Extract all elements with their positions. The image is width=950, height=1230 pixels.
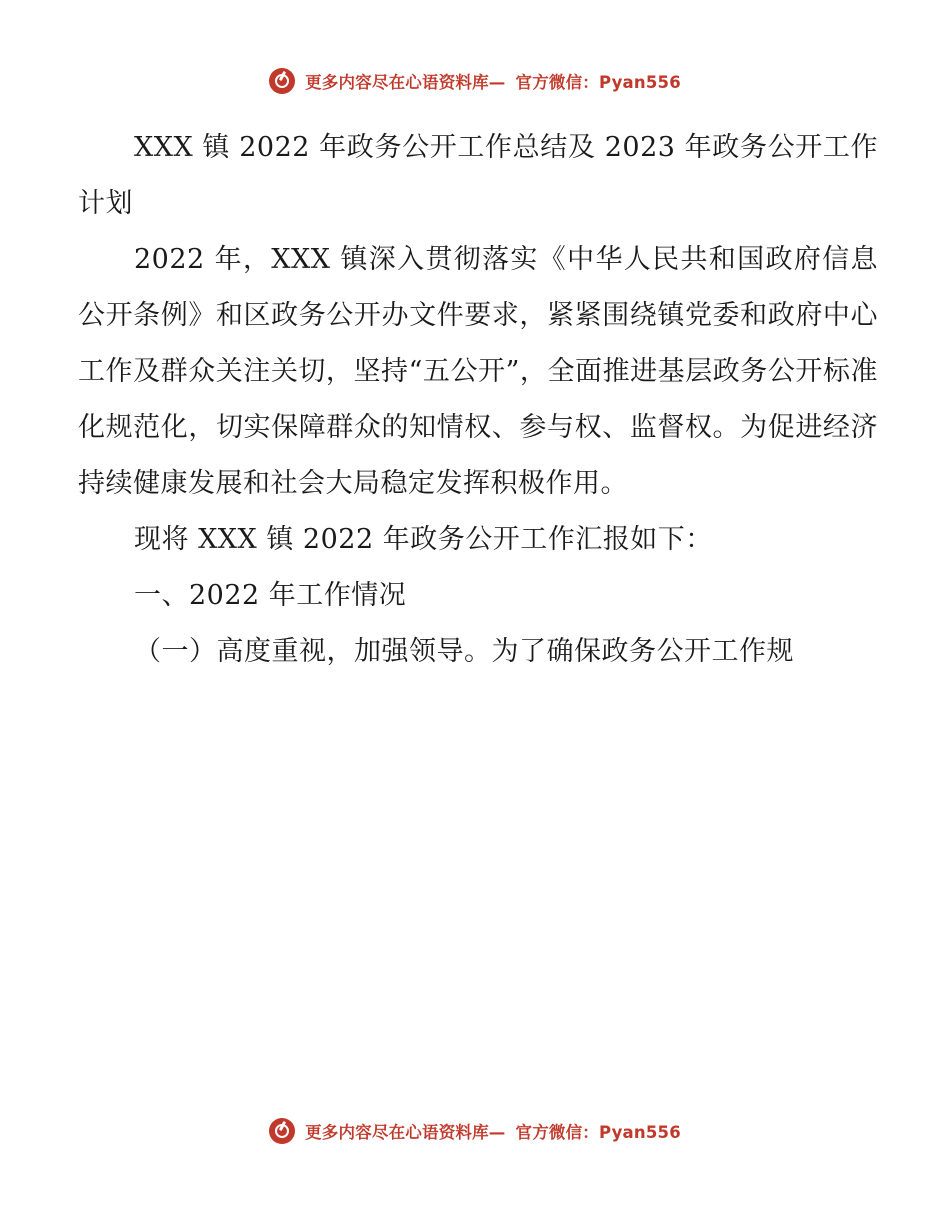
- camera-lens-icon: [269, 68, 295, 94]
- watermark-text-wechat: 官方微信：Pyan556: [515, 1123, 681, 1142]
- document-paragraph: 一、2022 年工作情况: [134, 580, 407, 611]
- watermark-text-main: 更多内容尽在心语资料库—: [305, 73, 506, 92]
- camera-lens-icon: [269, 1118, 295, 1144]
- document-body: [78, 120, 878, 680]
- document-paragraph: 现将 XXX 镇 2022 年政务公开工作汇报如下：: [134, 524, 713, 555]
- watermark-text-main: 更多内容尽在心语资料库—: [305, 1123, 506, 1142]
- watermark-banner-top: [0, 68, 950, 94]
- watermark-text-wechat: 官方微信：Pyan556: [515, 73, 681, 92]
- document-paragraph: 2022 年，XXX 镇深入贯彻落实《中华人民共和国政府信息公开条例》和区政务公开办文件要求，紧紧围绕镇党委和政府中心工作及群众关注关切，坚持“五公开”，全面推进基层政务公开标准化规范化，切实保障群众的知情权、参与权、监督权。为促进经济持续健康发展和社会大局稳定发挥积极作用。: [78, 244, 878, 499]
- document-title-paragraph: XXX 镇 2022 年政务公开工作总结及 2023 年政务公开工作计划: [78, 132, 878, 219]
- document-paragraph: （一）高度重视，加强领导。为了确保政务公开工作规: [134, 636, 794, 667]
- watermark-banner-bottom: [0, 1118, 950, 1144]
